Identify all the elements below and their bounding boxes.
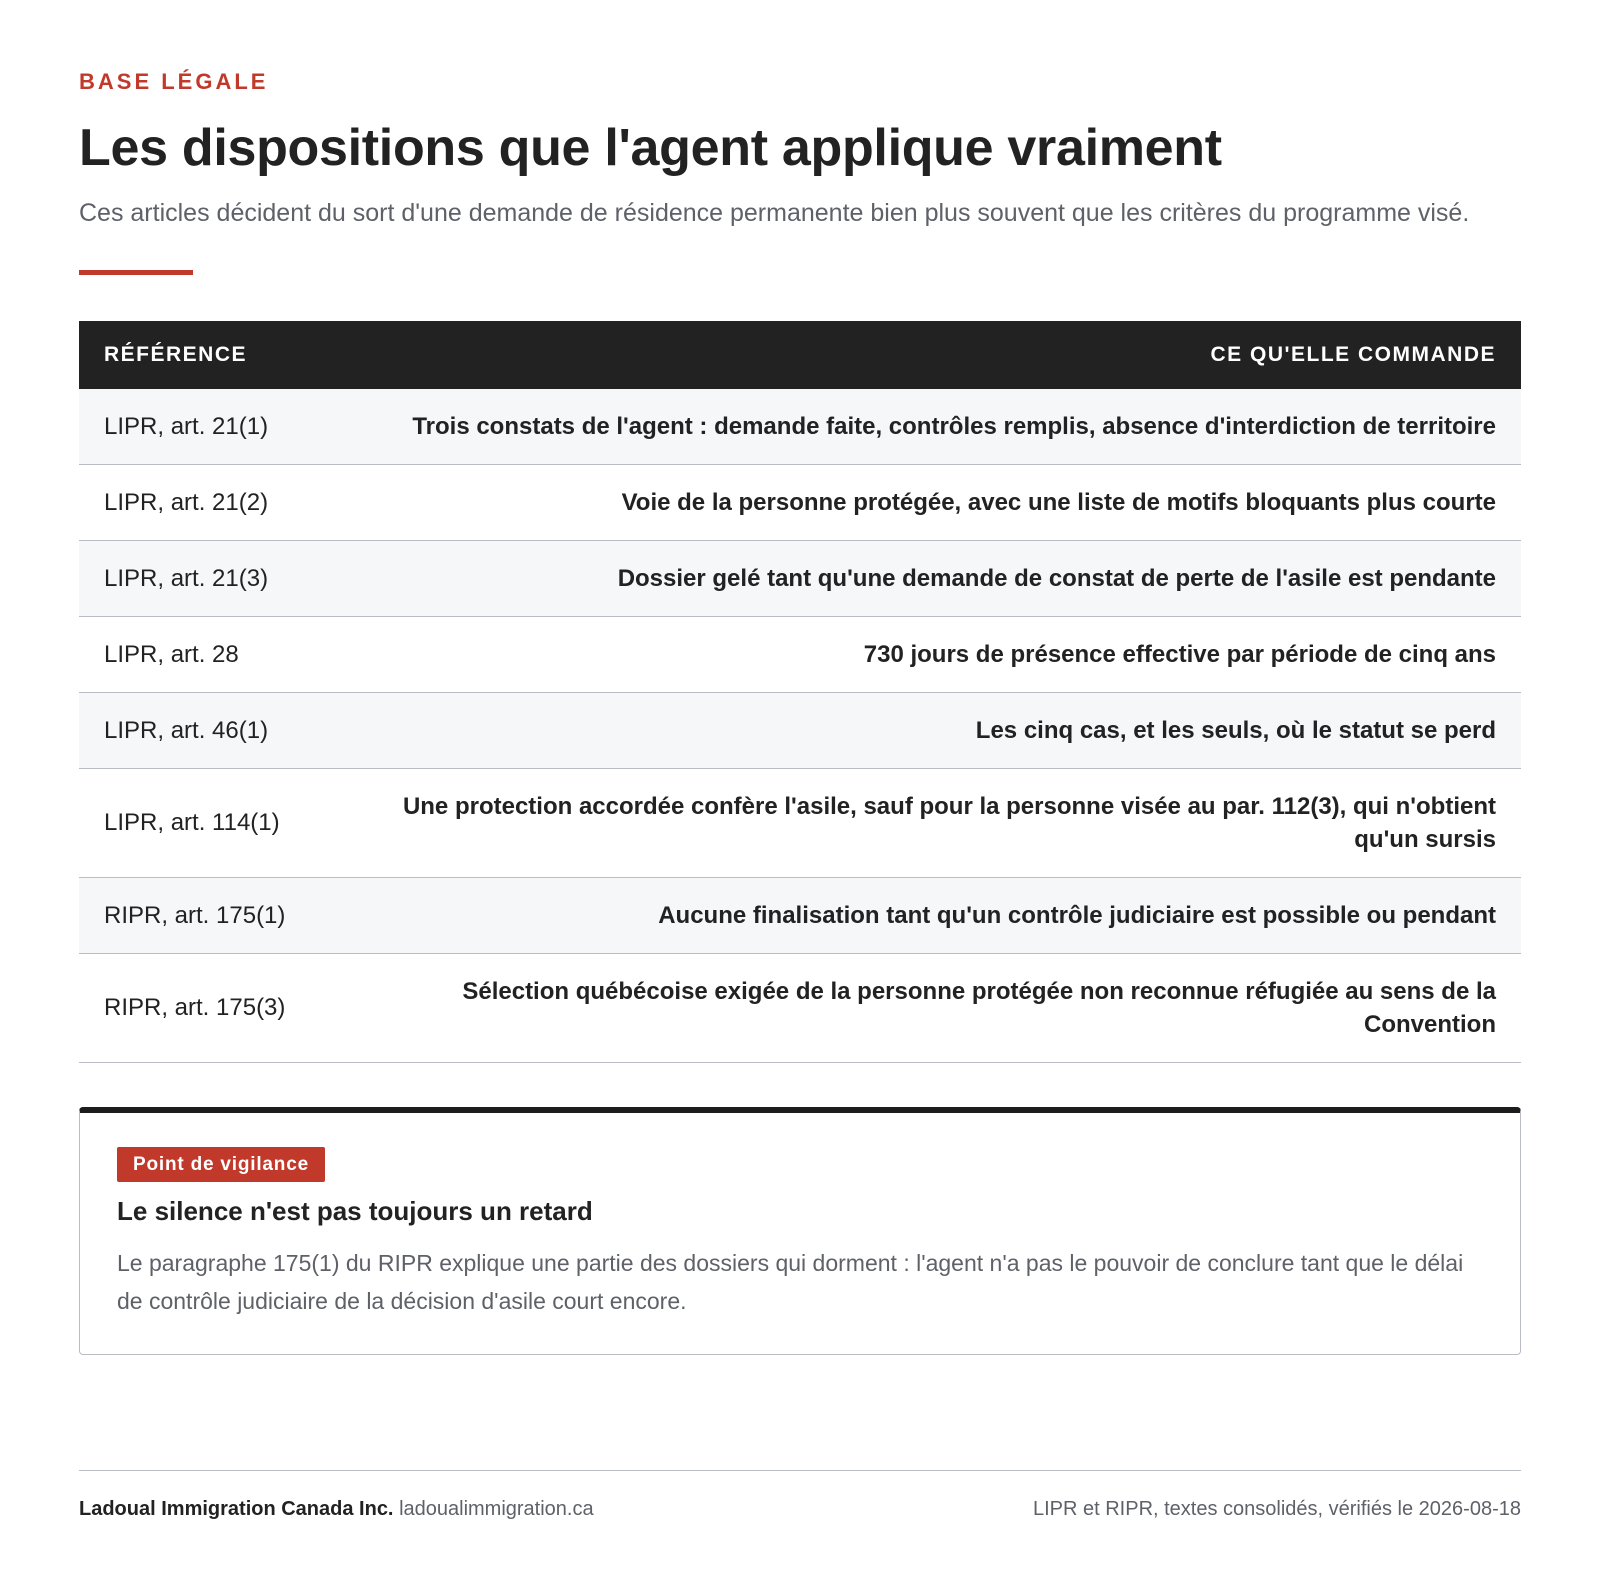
callout-title: Le silence n'est pas toujours un retard bbox=[117, 1196, 593, 1226]
vigilance-callout bbox=[79, 1107, 1521, 1355]
table-row bbox=[79, 693, 1521, 769]
reference-cell: RIPR, art. 175(3) bbox=[104, 994, 286, 1021]
table-row bbox=[79, 389, 1521, 465]
footer-brand-name: Ladoual Immigration Canada Inc. bbox=[79, 1498, 394, 1520]
table-row bbox=[79, 465, 1521, 541]
command-cell: Aucune finalisation tant qu'un contrôle judiciaire est possible ou pendant bbox=[658, 902, 1496, 929]
reference-cell: RIPR, art. 175(1) bbox=[104, 901, 286, 929]
table-header bbox=[79, 321, 1521, 389]
reference-cell: LIPR, art. 114(1) bbox=[104, 809, 280, 836]
accent-rule bbox=[79, 270, 193, 275]
command-cell: 730 jours de présence effective par période de cinq ans bbox=[863, 641, 1496, 668]
command-cell: Sélection québécoise exigée de la personne protégée non reconnue réfugiée au sens de la Convention bbox=[462, 978, 1496, 1038]
command-cell: Dossier gelé tant qu'une demande de constat de perte de l'asile est pendante bbox=[617, 565, 1496, 592]
table-body bbox=[79, 389, 1521, 1063]
reference-cell: LIPR, art. 21(3) bbox=[104, 564, 269, 592]
eyebrow-label: BASE LÉGALE bbox=[79, 69, 269, 94]
column-header-reference: RÉFÉRENCE bbox=[104, 343, 248, 366]
command-cell: Trois constats de l'agent : demande faite, contrôles remplis, absence d'interdiction de territoire bbox=[412, 413, 1496, 440]
command-cell: Les cinq cas, et les seuls, où le statut se perd bbox=[975, 717, 1496, 744]
provisions-table bbox=[79, 321, 1521, 1063]
table-row bbox=[79, 954, 1521, 1063]
reference-cell: LIPR, art. 21(1) bbox=[104, 412, 269, 440]
command-cell: Voie de la personne protégée, avec une liste de motifs bloquants plus courte bbox=[621, 489, 1496, 516]
footer-website: ladoualimmigration.ca bbox=[399, 1498, 594, 1520]
table-row bbox=[79, 617, 1521, 693]
reference-cell: LIPR, art. 28 bbox=[104, 640, 239, 668]
footer-brand bbox=[79, 1496, 594, 1522]
table-row bbox=[79, 541, 1521, 617]
callout-body: Le paragraphe 175(1) du RIPR explique une partie des dossiers qui dorment : l'agent n'a pas le pouvoir de conclure tant que le délai de contrôle judiciaire de la décision d'asile court encore. bbox=[117, 1250, 1464, 1314]
reference-cell: LIPR, art. 46(1) bbox=[104, 716, 269, 744]
page-title: Les dispositions que l'agent applique vraiment bbox=[79, 119, 1222, 177]
table-row bbox=[79, 878, 1521, 954]
command-cell: Une protection accordée confère l'asile, sauf pour la personne visée au par. 112(3), qui n'obtient qu'un sursis bbox=[402, 793, 1496, 853]
page-footer bbox=[79, 1470, 1521, 1522]
reference-cell: LIPR, art. 21(2) bbox=[104, 488, 269, 516]
table-header-row bbox=[79, 321, 1521, 389]
vigilance-badge: Point de vigilance bbox=[117, 1147, 325, 1182]
page-subtitle: Ces articles décident du sort d'une demande de résidence permanente bien plus souvent que les critères du programme visé. bbox=[79, 199, 1470, 227]
column-header-command: CE QU'ELLE COMMANDE bbox=[1210, 343, 1496, 366]
table-row bbox=[79, 769, 1521, 878]
footer-source-note: LIPR et RIPR, textes consolidés, vérifiés le 2026-08-18 bbox=[1032, 1498, 1521, 1520]
